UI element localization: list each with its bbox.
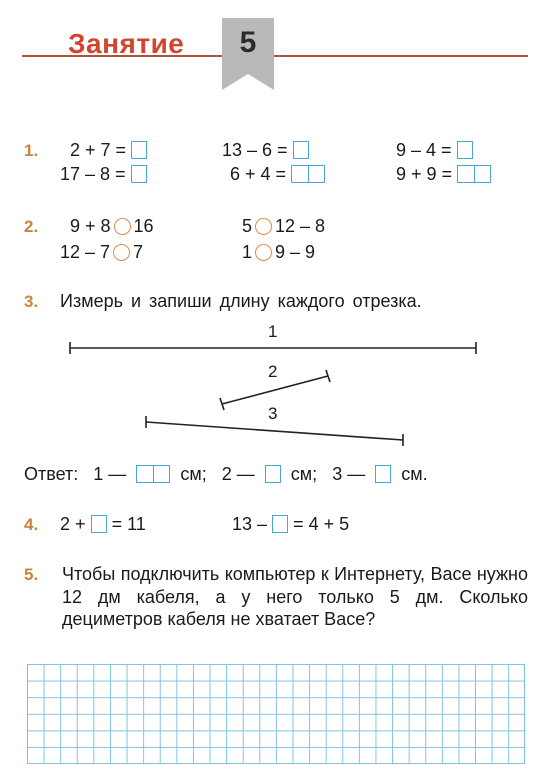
answer-box-double[interactable] bbox=[291, 165, 325, 183]
answer-grid[interactable] bbox=[27, 664, 525, 764]
segment-2-label: 2 bbox=[268, 362, 278, 381]
lesson-number: 5 bbox=[239, 26, 257, 59]
answer-box[interactable] bbox=[272, 515, 288, 533]
answer-box[interactable] bbox=[131, 141, 147, 159]
task4-item: 13 – = 4 + 5 bbox=[232, 514, 350, 534]
task1-item: 13 – 6 = bbox=[222, 140, 309, 161]
compare-circle[interactable] bbox=[255, 244, 272, 261]
task1-item: 9 + 9 = bbox=[396, 164, 491, 185]
answer-box[interactable] bbox=[457, 141, 473, 159]
task1-number: 1. bbox=[24, 141, 39, 160]
lesson-title: Занятие bbox=[68, 28, 185, 59]
task3-answer-line: Ответ: 1 — см; 2 — см; 3 — см. bbox=[24, 464, 428, 484]
segment-3 bbox=[146, 422, 403, 440]
task2-item: 9 + 8 16 bbox=[70, 216, 154, 236]
task2-number: 2. bbox=[24, 217, 39, 236]
task5-text: Чтобы подключить компьютер к Интернету, Васе нужно 12 дм кабеля, а у него только 5 дм. Сколько дециметров кабеля не хватает Васе? bbox=[62, 564, 528, 629]
task2-item: 5 12 – 8 bbox=[242, 216, 326, 236]
compare-circle[interactable] bbox=[113, 244, 130, 261]
task2-item: 1 9 – 9 bbox=[242, 242, 316, 262]
segment-3-label: 3 bbox=[268, 404, 278, 423]
task1-item: 2 + 7 = bbox=[70, 140, 147, 161]
answer-box[interactable] bbox=[265, 465, 281, 483]
compare-circle[interactable] bbox=[255, 218, 272, 235]
answer-box-double[interactable] bbox=[457, 165, 491, 183]
answer-box[interactable] bbox=[131, 165, 147, 183]
task3-text: Измерь и запиши длину каждого отрезка. bbox=[60, 291, 422, 311]
task3-number: 3. bbox=[24, 292, 39, 311]
task4-item: 2 + = 11 bbox=[60, 514, 146, 534]
answer-box-double[interactable] bbox=[136, 465, 170, 483]
header-rule-right bbox=[274, 55, 528, 57]
task1-item: 9 – 4 = bbox=[396, 140, 473, 161]
answer-box[interactable] bbox=[375, 465, 391, 483]
task2-item: 12 – 7 7 bbox=[60, 242, 144, 262]
answer-box[interactable] bbox=[293, 141, 309, 159]
answer-label: Ответ: bbox=[24, 464, 79, 484]
task1-item: 6 + 4 = bbox=[230, 164, 325, 185]
task5-number: 5. bbox=[24, 565, 39, 584]
answer-box[interactable] bbox=[91, 515, 107, 533]
segment-1-label: 1 bbox=[268, 322, 278, 341]
compare-circle[interactable] bbox=[114, 218, 131, 235]
task4-number: 4. bbox=[24, 515, 39, 534]
task1-item: 17 – 8 = bbox=[60, 164, 147, 185]
